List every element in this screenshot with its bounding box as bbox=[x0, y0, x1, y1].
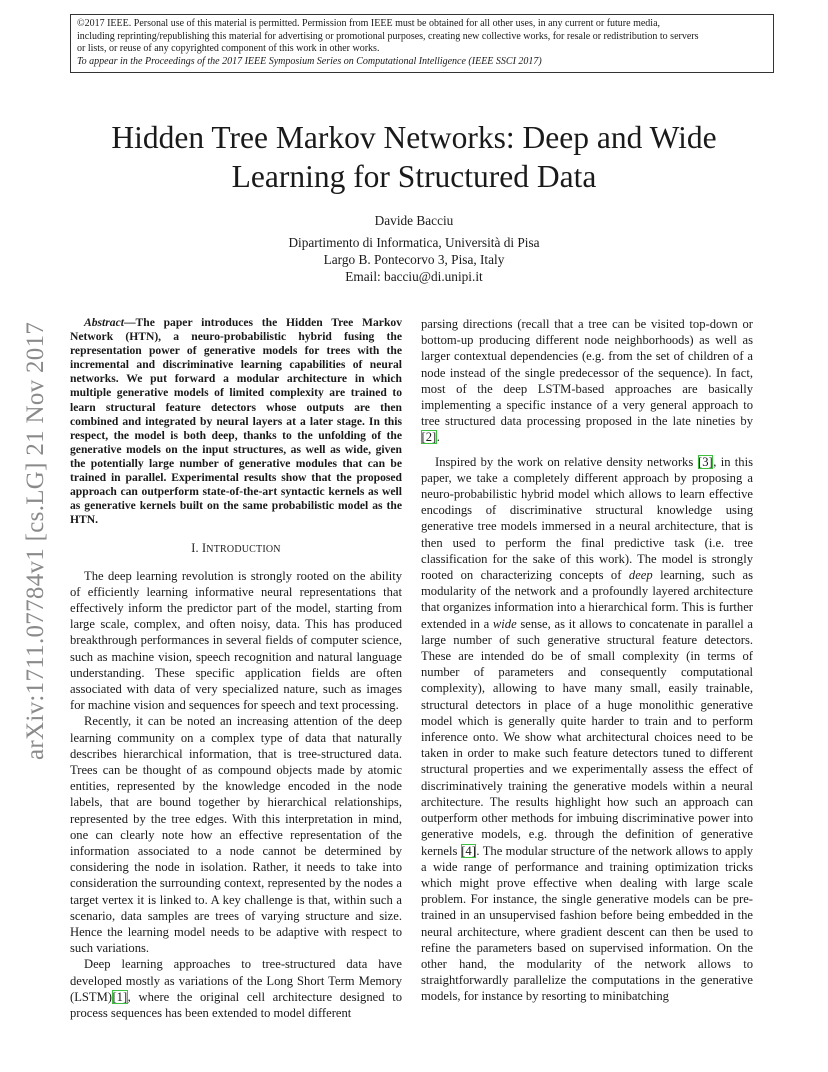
paragraph: The deep learning revolution is strongly rooted on the ability of efficiently learning informative neural representations that effectively inform the predictor part of the model, starting from large scale, complex, and often noisy, data. This has produced breakthrough performances in several fields of computer science, such as machine vision, speech recognition and natural language understanding. These specific application fields are often associated with data of very specialized nature, such as images for machine vision and sequences for speech and text processing. bbox=[70, 568, 402, 713]
paragraph bbox=[421, 316, 753, 446]
abstract bbox=[70, 316, 402, 527]
paragraph-text: . The modular structure of the network allows to apply a wide range of performance and training optimization tricks which might prove effective when dealing with large scale problem. For instance, the single generative models can be pre-trained in an unsupervised fashion before being embedded in the neural architecture, where gradient descent can then be used to refine the parameters based on supervised information. On the other hand, the modularity of the network allows to straightforwardly parallelize the computations in the generative models, for instance by resorting to minibatching bbox=[421, 843, 753, 1004]
copyright-line: including reprinting/republishing this material for advertising or promotional purposes, creating new collective works, for resale or redistribution to servers bbox=[77, 30, 699, 42]
paragraph-text: sense, as it allows to concatenate in parallel a large number of such generative structural feature detectors. These are intended do be of small complexity (in terms of number of parameters and consequently computational complexity), allowing to have many small, easily trainable, structural detectors in place of a huge monolithic generative model which is generally quite harder to train and to perform inference onto. We show what architectural choices need to be taken in order to make such feature detectors tuned to different structural properties and we experimentally assess the effect of discriminatively training the generative models within a neural architecture. The results highlight how such an approach can outperform other methods for imbuing discriminative power into generative models, e.g. through the definition of generative kernels bbox=[421, 616, 753, 858]
right-column bbox=[421, 316, 753, 1005]
paragraph-text: learning, such as modularity of the network and a profoundly layered architecture that organizes information into a hierarchical form. This is further extended in a bbox=[421, 568, 754, 631]
emphasis: wide bbox=[492, 616, 517, 631]
title-line: Hidden Tree Markov Networks: Deep and Wide bbox=[111, 120, 717, 155]
copyright-line: or lists, or reuse of any copyrighted component of this work in other works. bbox=[77, 43, 380, 55]
author-block bbox=[180, 212, 648, 285]
paragraph-text: , where the original cell architecture designed to process sequences has been extended to model different bbox=[70, 989, 402, 1021]
left-column bbox=[70, 316, 402, 1021]
abstract-text: The paper introduces the Hidden Tree Markov Network (HTN), a neuro-probabilistic hybrid fusing the representation power of generative models for trees with the incremental and discriminative learning capabilities of neural networks. We put forward a modular architecture in which multiple generative models of limited complexity are trained to learn structural feature detectors whose outputs are then combined and integrated by neural layers at a later stage. In this respect, the model is both deep, thanks to the unfolding of the generative models on the input structures, as well as wide, given the potentially large number of generative modules that can be trained in parallel. Experimental results show that the proposed approach can outperform state-of-the-art syntactic kernels as well as generative kernels built on the same probabilistic model as the HTN. bbox=[70, 316, 402, 527]
arxiv-identifier: arXiv:1711.07784v1 [cs.LG] 21 Nov 2017 bbox=[22, 321, 49, 760]
author-email: Email: bacciu@di.unipi.it bbox=[345, 269, 483, 284]
abstract-label: Abstract bbox=[84, 316, 124, 329]
paragraph: Recently, it can be noted an increasing attention of the deep learning community on a complex type of data that naturally describes hierarchical information, that is tree-structured data. Trees can be thought of as compound objects made by atomic entities, represented by the knowledge encoded in the node labels, that are bound together by hierarchical relationships, represented by the tree edges. With this interpretation in mind, one can clearly note how an effective representation of the information associated to a node cannot be determined by considering the node in isolation. Rather, it needs to take into consideration the surrounding context, represented by the nodes a target vertex it is linked to. A key challenge is that, within such a scenario, data samples are trees of varying structure and size. Hence the learning model needs to be adaptive with respect to such variations. bbox=[70, 714, 402, 956]
paragraph-text: Inspired by the work on relative density networks bbox=[435, 454, 698, 469]
author-affiliation: Dipartimento di Informatica, Università di Pisa bbox=[288, 235, 540, 250]
paragraph-text: parsing directions (recall that a tree can be visited top-down or bottom-up producing different node neighborhoods) as well as larger contextual dependencies (e.g. from the set of children of a node instead of the single predecessor of the sequence). In fact, most of the deep LSTM-based approaches are basically implementing a specific instance of a very general approach to tree structured data processing proposed in the late nineties by bbox=[421, 317, 753, 429]
paper-title bbox=[60, 118, 768, 196]
emphasis: deep bbox=[628, 568, 653, 583]
section-numeral: I. bbox=[191, 541, 203, 556]
copyright-line: ©2017 IEEE. Personal use of this material is permitted. Permission from IEEE must be obtained for all other uses, in any current or future media, bbox=[77, 18, 661, 29]
paragraph bbox=[70, 956, 402, 1021]
title-line: Learning for Structured Data bbox=[231, 159, 597, 194]
author-address: Largo B. Pontecorvo 3, Pisa, Italy bbox=[323, 252, 505, 267]
citation-link[interactable]: [2] bbox=[421, 430, 437, 445]
section-initial: I bbox=[202, 541, 207, 556]
paragraph-text: , in this paper, we take a completely different approach by proposing a neuro-probabilistic hybrid model which allows to learn effective encodings of discriminative structural knowledge using generative tree models immersed in a neural architecture, that is then used to perform the final predictive task (i.e. tree classification for the sake of this work). The model is strongly rooted on characterizing concepts of bbox=[421, 454, 754, 583]
paragraph-text: Deep learning approaches to tree-structured data have developed mostly as variations of the Long Short Term Memory (LSTM) bbox=[70, 957, 402, 1004]
citation-link[interactable]: [1] bbox=[112, 989, 128, 1004]
paragraph bbox=[421, 454, 753, 1005]
abstract-dash: — bbox=[123, 316, 136, 329]
section-title-rest: NTRODUCTION bbox=[206, 544, 281, 556]
citation-link[interactable]: [4] bbox=[461, 843, 476, 858]
copyright-notice bbox=[70, 14, 774, 73]
paragraph-text: . bbox=[436, 430, 440, 445]
author-name: Davide Bacciu bbox=[374, 213, 454, 228]
citation-link[interactable]: [3] bbox=[698, 454, 713, 469]
proceedings-note: To appear in the Proceedings of the 2017 IEEE Symposium Series on Computational Intelligence (IEEE SSCI 2017) bbox=[77, 55, 542, 67]
section-heading-introduction bbox=[70, 540, 402, 558]
